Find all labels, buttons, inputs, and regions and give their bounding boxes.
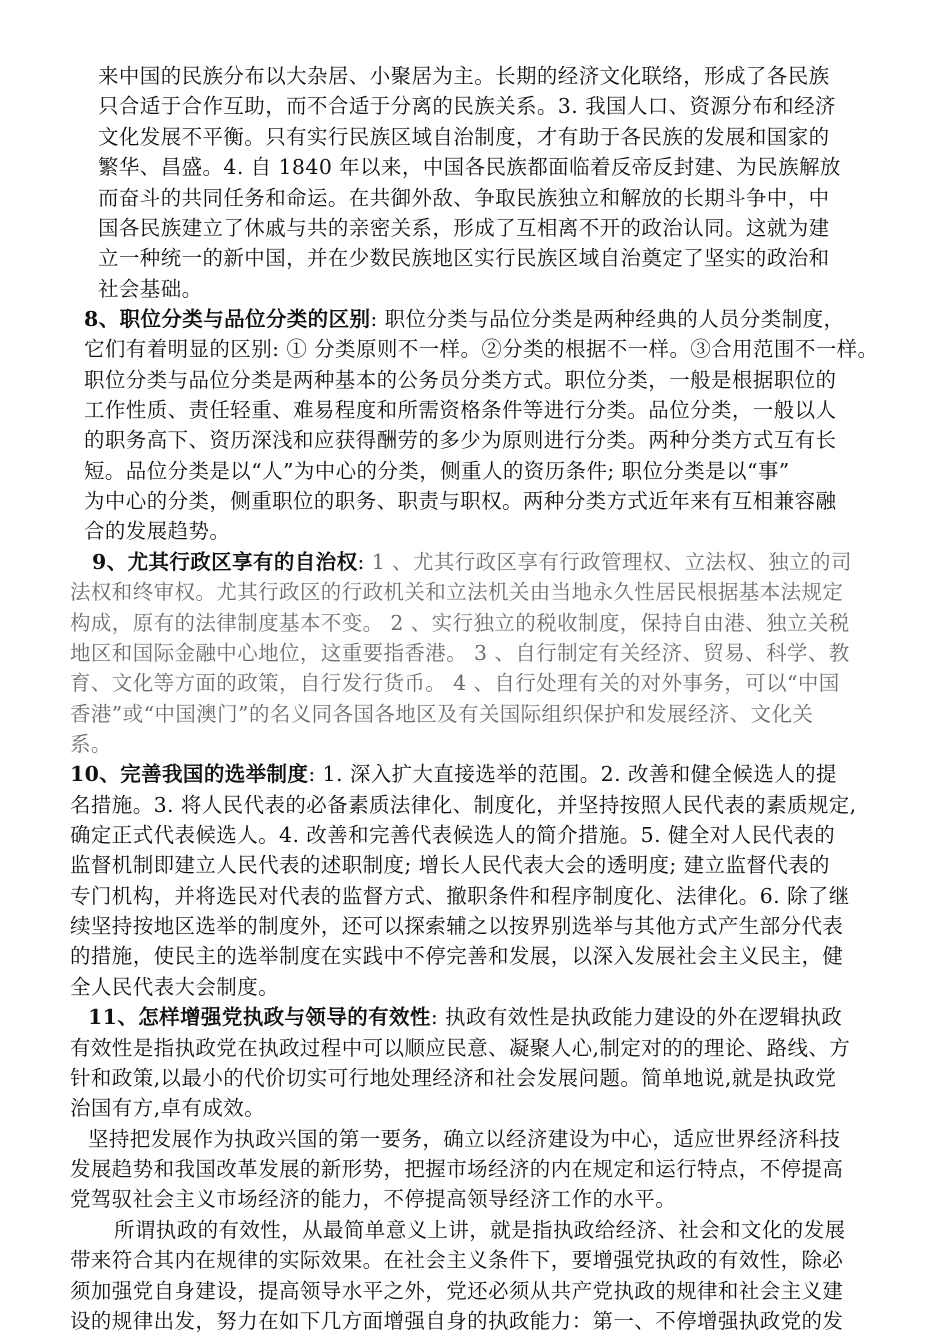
section-10-text: : 1. 深入扩大直接选举的范围。2. 改善和健全候选人的提 [308, 762, 837, 786]
text-line: 治国有方,卓有成效。 [70, 1096, 266, 1120]
text-line: 而奋斗的共同任务和命运。在共御外敌、争取民族独立和解放的长期斗争中，中 [98, 186, 830, 210]
section-10-heading: 10、完善我国的选举制度 [70, 762, 309, 786]
text-line: 工作性质、责任轻重、难易程度和所需资格条件等进行分类。品位分类，一般以人 [84, 398, 837, 422]
section-8-heading: 8、职位分类与品位分类的区别 [84, 307, 371, 331]
text-line: 系。 [70, 732, 112, 756]
text-line: 有效性是指执政党在执政过程中可以顺应民意、凝聚人心,制定对的的理论、路线、方 [70, 1036, 851, 1060]
section-9-heading: 9、尤其行政区享有的自治权 [92, 550, 358, 574]
section-9-text: 1 、尤其行政区享有行政管理权、立法权、独立的司 [364, 550, 852, 574]
text-line: 育、文化等方面的政策，自行发行货币。 4 、自行处理有关的对外事务，可以“中国 [70, 671, 840, 695]
text-line: 发展趋势和我国改革发展的新形势，把握市场经济的内在规定和运行特点，不停提高 [70, 1157, 844, 1181]
text-line: 法权和终审权。尤其行政区的行政机关和立法机关由当地永久性居民根据基本法规定 [70, 580, 844, 604]
text-line: 所谓执政的有效性，从最简单意义上讲，就是指执政给经济、社会和文化的发展 [114, 1218, 846, 1242]
text-line: 合的发展趋势。 [84, 519, 231, 543]
text-line: 社会基础。 [98, 277, 203, 301]
text-line: 带来符合其内在规律的实际效果。在社会主义条件下，要增强党执政的有效性，除必 [70, 1248, 844, 1272]
section-8-first-line [84, 305, 844, 333]
text-line: 地区和国际金融中心地位，这重要指香港。 3 、自行制定有关经济、贸易、科学、教 [70, 641, 850, 665]
text-line: 职位分类与品位分类是两种基本的公务员分类方式。职位分类，一般是根据职位的 [84, 368, 837, 392]
text-line: 针和政策,以最小的代价切实可行地处理经济和社会发展问题。简单地说,就是执政党 [70, 1066, 837, 1090]
text-line: 构成，原有的法律制度基本不变。 2 、实行独立的税收制度，保持自由港、独立关税 [70, 611, 850, 635]
text-line: 坚持把发展作为执政兴国的第一要务，确立以经济建设为中心，适应世界经济科技 [88, 1127, 841, 1151]
text-line: 确定正式代表候选人。4. 改善和完善代表候选人的简介措施。5. 健全对人民代表的 [70, 823, 836, 847]
text-line: 香港”或“中国澳门”的名义同各国各地区及有关国际组织保护和发展经济、文化关 [70, 702, 814, 726]
section-10-first-line [70, 760, 837, 788]
text-line: 它们有着明显的区别: ① 分类原则不一样。②分类的根据不一样。③合用范围不一样。 [84, 337, 879, 361]
text-line: 繁华、昌盛。4. 自 1840 年以来，中国各民族都面临着反帝反封建、为民族解放 [98, 155, 841, 179]
text-line: 为中心的分类，侧重职位的职务、职责与职权。两种分类方式近年来有互相兼容融 [84, 489, 837, 513]
text-line: 立一种统一的新中国，并在少数民族地区实行民族区域自治奠定了坚实的政治和 [98, 246, 830, 270]
text-line: 全人民代表大会制度。 [70, 975, 279, 999]
text-line: 续坚持按地区选举的制度外，还可以探索辅之以按界别选举与其他方式产生部分代表 [70, 914, 844, 938]
text-line: 须加强党自身建设，提高领导水平之外，党还必须从共产党执政的规律和社会主义建 [70, 1279, 844, 1303]
text-line: 党驾驭社会主义市场经济的能力，不停提高领导经济工作的水平。 [70, 1187, 677, 1211]
text-line: 的职务高下、资历深浅和应获得酬劳的多少为原则进行分类。两种分类方式互有长 [84, 428, 837, 452]
text-line: 设的规律出发，努力在如下几方面增强自身的执政能力：第一、不停增强执政党的发 [70, 1309, 844, 1333]
section-11-text: : 执政有效性是执政能力建设的外在逻辑执政 [430, 1005, 843, 1029]
section-9-first-line [92, 548, 852, 576]
section-8-text: : 职位分类与品位分类是两种经典的人员分类制度， [370, 307, 845, 331]
text-line: 监督机制即建立人民代表的述职制度; 增长人民代表大会的透明度; 建立监督代表的 [70, 853, 830, 877]
text-line: 来中国的民族分布以大杂居、小聚居为主。长期的经济文化联络，形成了各民族 [98, 64, 830, 88]
text-line: 短。品位分类是以“人”为中心的分类，侧重人的资历条件; 职位分类是以“事” [84, 459, 790, 483]
text-line: 名措施。3. 将人民代表的必备素质法律化、制度化，并坚持按照人民代表的素质规定, [70, 793, 857, 817]
section-11-heading: 11、怎样增强党执政与领导的有效性 [88, 1005, 431, 1029]
text-line: 专门机构，并将选民对代表的监督方式、撤职条件和程序制度化、法律化。6. 除了继 [70, 884, 850, 908]
text-line: 只合适于合作互助，而不合适于分离的民族关系。3. 我国人口、资源分布和经济 [98, 94, 836, 118]
text-line: 国各民族建立了休戚与共的亲密关系，形成了互相离不开的政治认同。这就为建 [98, 216, 830, 240]
text-line: 文化发展不平衡。只有实行民族区域自治制度，才有助于各民族的发展和国家的 [98, 125, 830, 149]
text-line: 的措施，使民主的选举制度在实践中不停完善和发展，以深入发展社会主义民主，健 [70, 944, 844, 968]
section-9-colon: : [357, 550, 365, 574]
section-11-first-line [88, 1003, 842, 1031]
